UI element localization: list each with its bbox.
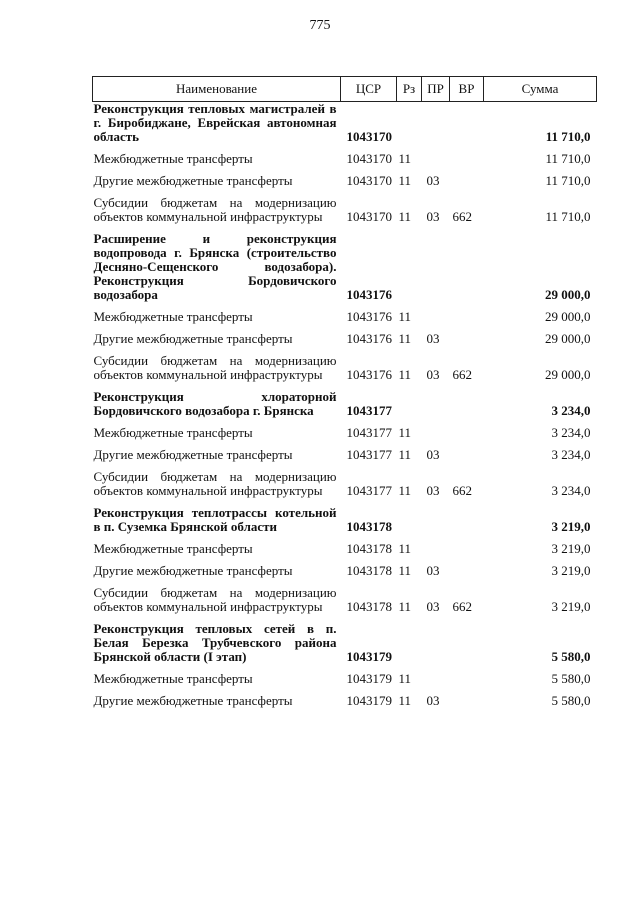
cell-vr — [450, 324, 484, 346]
cell-sum: 29 000,0 — [545, 367, 591, 382]
cell-rz: 11 — [398, 367, 412, 382]
cell-csr: 1043170 — [346, 129, 392, 144]
cell-sum: 29 000,0 — [545, 331, 591, 346]
table-row — [93, 346, 597, 382]
cell-pr — [422, 102, 450, 145]
cell-name: Реконструкция теплотрассы котельной в п. Суземка Брянской области — [93, 505, 337, 534]
table-row — [93, 324, 597, 346]
header-name: Наименование — [93, 77, 341, 102]
cell-vr — [450, 144, 484, 166]
cell-csr: 1043178 — [346, 599, 392, 614]
cell-rz: 11 — [398, 173, 412, 188]
cell-name: Межбюджетные трансферты — [93, 671, 253, 686]
cell-pr — [422, 664, 450, 686]
cell-csr: 1043170 — [346, 151, 392, 166]
cell-csr: 1043177 — [346, 447, 392, 462]
cell-pr: 03 — [426, 483, 440, 498]
cell-sum: 3 219,0 — [551, 599, 591, 614]
cell-sum: 11 710,0 — [545, 173, 591, 188]
cell-vr: 662 — [452, 209, 472, 224]
cell-csr: 1043178 — [346, 563, 392, 578]
cell-rz: 11 — [398, 309, 412, 324]
cell-pr: 03 — [426, 599, 440, 614]
header-sum: Сумма — [484, 77, 597, 102]
cell-sum: 11 710,0 — [545, 151, 591, 166]
cell-name: Межбюджетные трансферты — [93, 151, 253, 166]
cell-sum: 3 234,0 — [551, 483, 591, 498]
cell-vr — [450, 102, 484, 145]
table-section-row — [93, 382, 597, 418]
cell-vr — [450, 224, 484, 302]
cell-csr: 1043176 — [346, 331, 392, 346]
cell-name: Другие межбюджетные трансферты — [93, 693, 293, 708]
table-row — [93, 302, 597, 324]
cell-csr: 1043176 — [346, 287, 392, 302]
cell-vr — [450, 166, 484, 188]
cell-pr — [422, 534, 450, 556]
cell-name: Субсидии бюджетам на модернизацию объектов коммунальной инфраструктуры — [93, 585, 337, 614]
cell-name: Реконструкция хлораторной Бордовичского водозабора г. Брянска — [93, 389, 337, 418]
cell-vr — [450, 382, 484, 418]
cell-name: Субсидии бюджетам на модернизацию объектов коммунальной инфраструктуры — [93, 195, 337, 224]
cell-sum: 29 000,0 — [545, 309, 591, 324]
cell-sum: 11 710,0 — [545, 129, 591, 144]
cell-name: Другие межбюджетные трансферты — [93, 173, 293, 188]
cell-vr — [450, 440, 484, 462]
cell-vr — [450, 556, 484, 578]
cell-sum: 3 234,0 — [551, 425, 591, 440]
cell-csr: 1043177 — [346, 425, 392, 440]
cell-pr — [422, 418, 450, 440]
cell-rz: 11 — [398, 331, 412, 346]
page-number: 775 — [309, 18, 331, 33]
cell-name: Субсидии бюджетам на модернизацию объектов коммунальной инфраструктуры — [93, 469, 337, 498]
cell-csr: 1043178 — [346, 541, 392, 556]
cell-vr: 662 — [452, 599, 472, 614]
cell-sum: 5 580,0 — [551, 693, 591, 708]
table-section-row — [93, 498, 597, 534]
cell-csr: 1043170 — [346, 209, 392, 224]
cell-vr — [450, 534, 484, 556]
cell-rz — [397, 102, 422, 145]
cell-sum: 11 710,0 — [545, 209, 591, 224]
table-body — [93, 102, 597, 709]
cell-vr — [450, 686, 484, 708]
cell-vr — [450, 664, 484, 686]
cell-sum: 29 000,0 — [545, 287, 591, 302]
cell-vr — [450, 418, 484, 440]
cell-pr — [422, 498, 450, 534]
cell-rz: 11 — [398, 563, 412, 578]
header-csr: ЦСР — [341, 77, 397, 102]
cell-rz — [397, 498, 422, 534]
cell-sum: 3 219,0 — [551, 563, 591, 578]
table-row — [93, 664, 597, 686]
cell-pr — [422, 382, 450, 418]
cell-rz — [397, 614, 422, 664]
cell-pr — [422, 614, 450, 664]
cell-pr: 03 — [426, 693, 440, 708]
cell-sum: 3 234,0 — [551, 447, 591, 462]
table-row — [93, 440, 597, 462]
cell-pr: 03 — [426, 209, 440, 224]
cell-name: Другие межбюджетные трансферты — [93, 563, 293, 578]
cell-name: Другие межбюджетные трансферты — [93, 331, 293, 346]
cell-pr — [422, 224, 450, 302]
cell-name: Расширение и реконструкция водопровода г. Брянска (строительство Десняно-Сещенского водозабора). Реконструкция Бордовичского водозабора — [93, 231, 337, 302]
cell-rz: 11 — [398, 425, 412, 440]
cell-rz: 11 — [398, 541, 412, 556]
cell-csr: 1043179 — [346, 693, 392, 708]
cell-rz: 11 — [398, 447, 412, 462]
cell-csr: 1043176 — [346, 367, 392, 382]
cell-csr: 1043179 — [346, 671, 392, 686]
header-rz: Рз — [397, 77, 422, 102]
cell-sum: 3 219,0 — [551, 519, 591, 534]
cell-csr: 1043178 — [346, 519, 392, 534]
cell-name: Другие межбюджетные трансферты — [93, 447, 293, 462]
cell-pr: 03 — [426, 563, 440, 578]
cell-sum: 3 234,0 — [551, 403, 591, 418]
cell-pr: 03 — [426, 331, 440, 346]
cell-csr: 1043179 — [346, 649, 392, 664]
budget-table — [92, 76, 597, 708]
table-row — [93, 144, 597, 166]
header-pr: ПР — [422, 77, 450, 102]
cell-vr — [450, 614, 484, 664]
cell-pr: 03 — [426, 367, 440, 382]
table-section-row — [93, 614, 597, 664]
table-row — [93, 534, 597, 556]
cell-rz: 11 — [398, 671, 412, 686]
cell-sum: 5 580,0 — [551, 671, 591, 686]
cell-pr: 03 — [426, 447, 440, 462]
cell-sum: 3 219,0 — [551, 541, 591, 556]
cell-rz: 11 — [398, 693, 412, 708]
header-vr: ВР — [450, 77, 484, 102]
cell-name: Субсидии бюджетам на модернизацию объектов коммунальной инфраструктуры — [93, 353, 337, 382]
cell-vr — [450, 302, 484, 324]
table-section-row — [93, 102, 597, 145]
cell-vr — [450, 498, 484, 534]
cell-pr: 03 — [426, 173, 440, 188]
table-row — [93, 686, 597, 708]
table-row — [93, 462, 597, 498]
cell-rz: 11 — [398, 209, 412, 224]
cell-name: Реконструкция тепловых сетей в п. Белая Березка Трубчевского района Брянской области (I этап) — [93, 621, 337, 664]
cell-rz — [397, 382, 422, 418]
cell-pr — [422, 302, 450, 324]
cell-pr — [422, 144, 450, 166]
cell-name: Межбюджетные трансферты — [93, 425, 253, 440]
cell-vr: 662 — [452, 367, 472, 382]
cell-csr: 1043170 — [346, 173, 392, 188]
cell-rz — [397, 224, 422, 302]
table-row — [93, 578, 597, 614]
cell-name: Межбюджетные трансферты — [93, 309, 253, 324]
cell-name: Реконструкция тепловых магистралей в г. Биробиджане, Еврейская автономная область — [93, 101, 337, 144]
cell-vr: 662 — [452, 483, 472, 498]
cell-name: Межбюджетные трансферты — [93, 541, 253, 556]
cell-rz: 11 — [398, 151, 412, 166]
table-row — [93, 418, 597, 440]
table-section-row — [93, 224, 597, 302]
cell-csr: 1043176 — [346, 309, 392, 324]
cell-csr: 1043177 — [346, 483, 392, 498]
cell-sum: 5 580,0 — [551, 649, 591, 664]
cell-rz: 11 — [398, 483, 412, 498]
table-row — [93, 166, 597, 188]
cell-csr: 1043177 — [346, 403, 392, 418]
table-row — [93, 188, 597, 224]
table-row — [93, 556, 597, 578]
table-header — [93, 77, 597, 102]
cell-rz: 11 — [398, 599, 412, 614]
